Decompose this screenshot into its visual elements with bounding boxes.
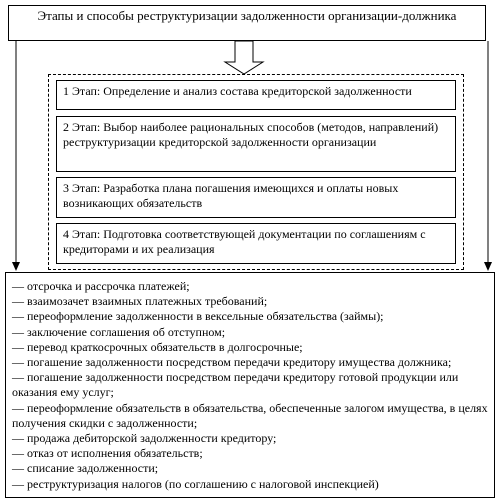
method-item: — переоформление задолженности в вексельные обязательства (займы);	[12, 309, 384, 324]
stage-1-text: 1 Этап: Определение и анализ состава кредиторской задолженности	[63, 84, 412, 98]
methods-box	[5, 272, 495, 498]
left-arrow-head	[12, 262, 20, 271]
right-arrow-head	[484, 262, 492, 271]
diagram-title: Этапы и способы реструктуризации задолженности организации-должника	[37, 8, 457, 23]
stage-1	[56, 80, 456, 110]
method-item: — отказ от исполнения обязательств;	[12, 446, 203, 461]
method-item: — продажа дебиторской задолженности кредитору;	[12, 431, 277, 446]
method-item: — реструктуризация налогов (по соглашению с налоговой инспекцией)	[12, 476, 379, 491]
title-box	[8, 5, 486, 41]
stage-2	[56, 116, 456, 172]
stage-3-text: 3 Этап: Разработка плана погашения имеющихся и оплаты новых возникающих обязательств	[63, 181, 399, 210]
method-item: — заключение соглашения об отступном;	[12, 324, 226, 339]
stage-3	[56, 177, 456, 218]
method-item: — отсрочка и рассрочка платежей;	[12, 279, 190, 293]
center-down-arrow	[225, 41, 263, 74]
method-item: — погашение задолженности посредством передачи кредитору готовой продукции или оказания ему услуг;	[12, 370, 459, 400]
method-item: — перевод краткосрочных обязательств в долгосрочные;	[12, 339, 303, 354]
stage-4	[56, 223, 456, 264]
method-item: — переоформление обязательств в обязательства, обеспеченные залогом имущества, в целях получения скидки с задолженности;	[12, 400, 488, 430]
method-item: — взаимозачет взаимных платежных требований;	[12, 294, 268, 309]
stage-2-text: 2 Этап: Выбор наиболее рациональных способов (методов, направлений) реструктуризации кредиторской задолженности организации	[63, 120, 439, 149]
method-item: — списание задолженности;	[12, 461, 159, 476]
method-item: — погашение задолженности посредством передачи кредитору имущества должника;	[12, 355, 452, 370]
stage-4-text: 4 Этап: Подготовка соответствующей документации по соглашениям с кредиторами и их реализация	[63, 227, 426, 256]
